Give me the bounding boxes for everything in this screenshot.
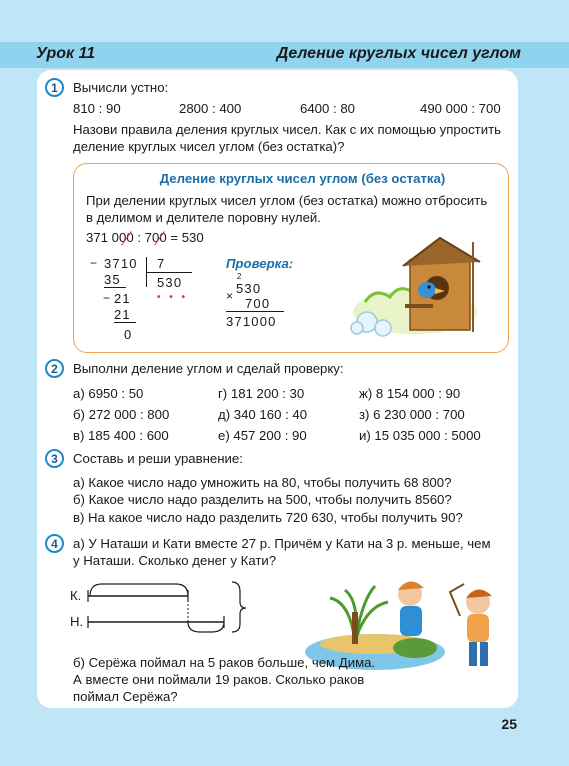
- segment-label-k: К.: [70, 588, 82, 603]
- task4-b-line2: А вместе они поймали 19 раков. Сколько раков: [73, 672, 365, 687]
- task2-item-b: б) 272 000 : 800: [73, 407, 170, 422]
- struck-zeros-dividend: 00: [119, 230, 134, 245]
- task2-item-a: а) 6950 : 50: [73, 386, 144, 401]
- minus-sign-2: −: [103, 291, 112, 305]
- task2-prompt: Выполни деление углом и сделай проверку:: [73, 361, 344, 376]
- task1-expr-1: 810 : 90: [73, 101, 121, 116]
- multiply-sign: ×: [226, 289, 234, 303]
- check-carry: 2: [237, 272, 242, 281]
- check-underline: [226, 311, 284, 312]
- page-number: 25: [501, 716, 517, 732]
- task3-prompt: Составь и реши уравнение:: [73, 451, 243, 466]
- segment-diagram: [84, 578, 254, 634]
- division-remainder: 0: [124, 327, 133, 342]
- check-factor1: 530: [236, 281, 262, 296]
- birdhouse-illustration: [345, 232, 505, 347]
- lesson-number: Урок 11: [36, 45, 96, 62]
- division-underline-1: [104, 287, 126, 288]
- task2-item-z: з) 6 230 000 : 700: [359, 407, 465, 422]
- rule-text-line2: в делимом и делителе поровну нулей.: [86, 210, 321, 225]
- task-number-1: 1: [45, 78, 64, 97]
- task3-item-a: а) Какое число надо умножить на 80, чтобы получить 68 800?: [73, 475, 452, 490]
- task3-item-b: б) Какое число надо разделить на 500, чтобы получить 8560?: [73, 492, 452, 507]
- task1-question-line2: деление круглых чисел углом (без остатка)?: [73, 139, 345, 154]
- task2-item-g: г) 181 200 : 30: [218, 386, 305, 401]
- division-step2: 21: [114, 291, 131, 306]
- task4-a-line2: у Наташи. Сколько денег у Кати?: [73, 553, 277, 568]
- division-underline-2: [114, 322, 136, 323]
- division-divisor: 7: [157, 256, 166, 271]
- division-quotient: 530: [157, 275, 183, 290]
- division-dividend: 3710: [104, 256, 138, 271]
- task-number-4: 4: [45, 534, 64, 553]
- division-step3: 21: [114, 307, 131, 322]
- task1-expr-3: 6400 : 80: [300, 101, 355, 116]
- task2-item-zh: ж) 8 154 000 : 90: [359, 386, 461, 401]
- check-product: 371000: [226, 314, 277, 329]
- task1-prompt: Вычисли устно:: [73, 80, 169, 95]
- check-title: Проверка:: [226, 256, 294, 271]
- task4-a-line1: а) У Наташи и Кати вместе 27 р. Причём у Кати на 3 р. меньше, чем: [73, 536, 491, 551]
- rule-text-line1: При делении круглых чисел углом (без остатка) можно отбросить: [86, 193, 488, 208]
- rule-example: 371 000 : 700 = 530: [86, 230, 204, 245]
- task2-item-d: д) 340 160 : 40: [218, 407, 308, 422]
- segment-label-n: Н.: [70, 614, 84, 629]
- division-step1: 35: [104, 272, 121, 287]
- task1-question-line1: Назови правила деления круглых чисел. Как с их помощью упростить: [73, 122, 501, 137]
- task-number-3: 3: [45, 449, 64, 468]
- task4-b-line1: б) Серёжа поймал на 5 раков больше, чем Дима.: [73, 655, 376, 670]
- task-number-2: 2: [45, 359, 64, 378]
- lesson-header: [0, 42, 569, 68]
- division-bracket-horizontal: [146, 272, 192, 273]
- check-factor2: 700: [245, 296, 271, 311]
- task1-expr-4: 490 000 : 700: [420, 101, 501, 116]
- task4-b-line3: поймал Серёжа?: [73, 689, 178, 704]
- task2-item-i: и) 15 035 000 : 5000: [359, 428, 481, 443]
- task1-expr-2: 2800 : 400: [179, 101, 242, 116]
- task3-item-v: в) На какое число надо разделить 720 630, чтобы получить 90?: [73, 510, 463, 525]
- task2-item-v: в) 185 400 : 600: [73, 428, 169, 443]
- minus-sign-1: −: [90, 256, 99, 270]
- task2-item-e: е) 457 200 : 90: [218, 428, 307, 443]
- struck-zeros-divisor: 00: [152, 230, 167, 245]
- lesson-topic: Деление круглых чисел углом: [276, 45, 521, 62]
- rule-title: Деление круглых чисел углом (без остатка): [159, 171, 446, 186]
- quotient-dots: • • •: [157, 292, 189, 303]
